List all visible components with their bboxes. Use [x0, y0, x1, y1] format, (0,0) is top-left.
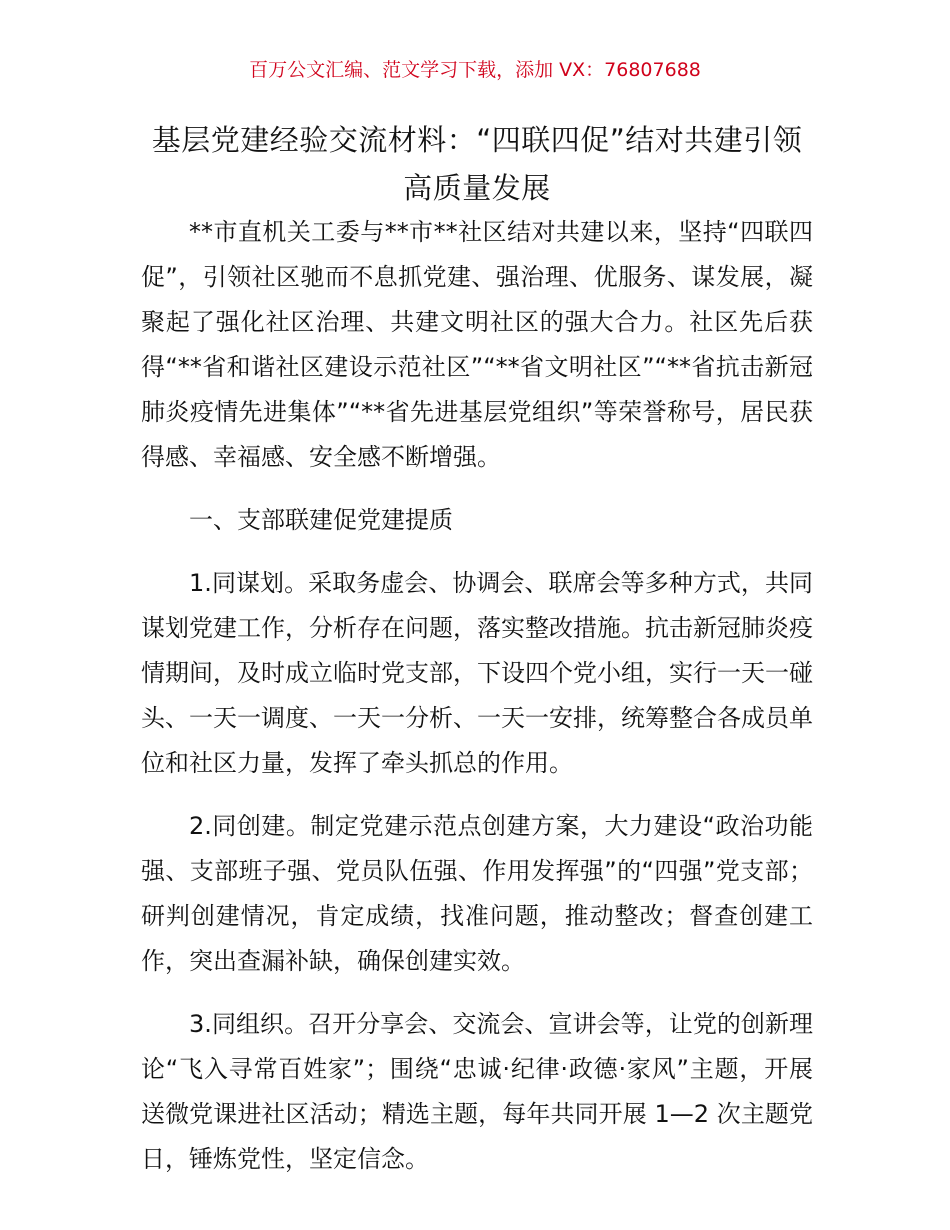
intro-paragraph: **市直机关工委与**市**社区结对共建以来，坚持“四联四促”，引领社区驰而不息抓党建、强治理、优服务、谋发展，凝聚起了强化社区治理、共建文明社区的强大合力。社区先后获得“**省和谐社区建设示范社区”“**省文明社区”“**省抗击新冠肺炎疫情先进集体”“**省先进基层党组织”等荣誉称号，居民获得感、幸福感、安全感不断增强。: [141, 218, 813, 471]
document-body: [141, 210, 813, 1182]
item-paragraph-3: 3.同组织。召开分享会、交流会、宣讲会等，让党的创新理论“飞入寻常百姓家”；围绕“忠诚·纪律·政德·家风”主题，开展送微党课进社区活动；精选主题，每年共同开展 1—2 次主题党日，锤炼党性，坚定信念。: [141, 1010, 813, 1173]
document-title: 基层党建经验交流材料：“四联四促”结对共建引领高质量发展: [151, 123, 803, 205]
section-heading: 一、支部联建促党建提质: [189, 506, 453, 534]
item-paragraph-2: 2.同创建。制定党建示范点创建方案，大力建设“政治功能强、支部班子强、党员队伍强、作用发挥强”的“四强”党支部；研判创建情况，肯定成绩，找准问题，推动整改；督查创建工作，突出查漏补缺，确保创建实效。: [141, 812, 813, 975]
item-paragraph-1: 1.同谋划。采取务虚会、协调会、联席会等多种方式，共同谋划党建工作，分析存在问题，落实整改措施。抗击新冠肺炎疫情期间，及时成立临时党支部，下设四个党小组，实行一天一碰头、一天一调度、一天一分析、一天一安排，统筹整合各成员单位和社区力量，发挥了牵头抓总的作用。: [141, 569, 813, 777]
watermark-banner: 百万公文汇编、范文学习下载，添加 VX：76807688: [249, 59, 701, 81]
